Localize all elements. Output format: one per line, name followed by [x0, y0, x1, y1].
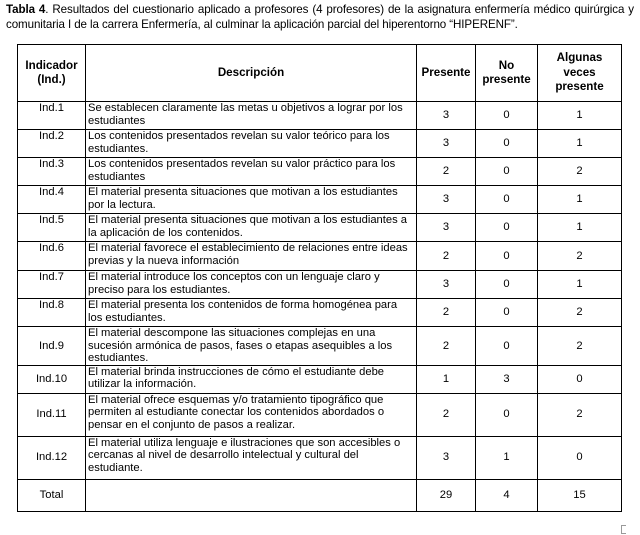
description-cell: El material presenta situaciones que motivan a los estudiantes por la lectura.	[86, 186, 417, 214]
total-presente: 29	[417, 479, 476, 511]
indicator-cell: Ind.7	[18, 271, 86, 299]
table-row	[18, 436, 622, 479]
table-row	[18, 299, 622, 327]
indicator-cell: Ind.8	[18, 299, 86, 327]
header-algunas-veces-presente: Algunas veces presente	[538, 45, 622, 102]
no-presente-cell: 0	[476, 102, 538, 130]
no-presente-cell: 0	[476, 130, 538, 158]
no-presente-cell: 0	[476, 393, 538, 436]
header-indicador: Indicador (Ind.)	[18, 45, 86, 102]
presente-cell: 2	[417, 242, 476, 271]
description-cell: El material utiliza lenguaje e ilustraciones que son accesibles o cercanas al nivel de desarrollo intelectual y cultural del estudiante.	[86, 436, 417, 479]
presente-cell: 1	[417, 365, 476, 393]
no-presente-cell: 0	[476, 327, 538, 366]
caption-label: Tabla 4	[6, 3, 46, 16]
total-row	[18, 479, 622, 511]
no-presente-cell: 0	[476, 242, 538, 271]
indicator-cell: Ind.4	[18, 186, 86, 214]
algunas-veces-cell: 2	[538, 158, 622, 186]
algunas-veces-cell: 2	[538, 299, 622, 327]
presente-cell: 2	[417, 393, 476, 436]
indicator-cell: Ind.11	[18, 393, 86, 436]
table-row	[18, 186, 622, 214]
indicator-cell: Ind.12	[18, 436, 86, 479]
indicator-cell: Ind.9	[18, 327, 86, 366]
table-row	[18, 393, 622, 436]
total-label: Total	[18, 479, 86, 511]
indicator-cell: Ind.5	[18, 214, 86, 242]
algunas-veces-cell: 0	[538, 436, 622, 479]
description-cell: El material presenta los contenidos de forma homogénea para los estudiantes.	[86, 299, 417, 327]
description-cell: El material ofrece esquemas y/o tratamiento tipográfico que permiten al estudiante conectar los contenidos abordados o pensar en el conjunto de pasos a realizar.	[86, 393, 417, 436]
presente-cell: 3	[417, 436, 476, 479]
algunas-veces-cell: 1	[538, 214, 622, 242]
header-row	[18, 45, 622, 102]
indicator-cell: Ind.3	[18, 158, 86, 186]
table-row	[18, 242, 622, 271]
header-no-presente: No presente	[476, 45, 538, 102]
algunas-veces-cell: 2	[538, 242, 622, 271]
table-row	[18, 130, 622, 158]
description-cell: El material descompone las situaciones complejas en una sucesión armónica de pasos, fases o etapas asequibles a los estudiantes.	[86, 327, 417, 366]
indicator-cell: Ind.10	[18, 365, 86, 393]
page-corner-mark	[621, 525, 626, 534]
no-presente-cell: 0	[476, 158, 538, 186]
no-presente-cell: 0	[476, 299, 538, 327]
presente-cell: 2	[417, 158, 476, 186]
algunas-veces-cell: 1	[538, 130, 622, 158]
table-row	[18, 327, 622, 366]
algunas-veces-cell: 1	[538, 271, 622, 299]
indicator-cell: Ind.2	[18, 130, 86, 158]
table-row	[18, 158, 622, 186]
total-no-presente: 4	[476, 479, 538, 511]
table-row	[18, 365, 622, 393]
presente-cell: 2	[417, 327, 476, 366]
table-row	[18, 271, 622, 299]
no-presente-cell: 0	[476, 214, 538, 242]
presente-cell: 2	[417, 299, 476, 327]
presente-cell: 3	[417, 130, 476, 158]
total-algunas-veces: 15	[538, 479, 622, 511]
algunas-veces-cell: 0	[538, 365, 622, 393]
caption-text: . Resultados del cuestionario aplicado a profesores (4 profesores) de la asignatura enfermería médico quirúrgica y comunitaria I de la carrera Enfermería, al culminar la aplicación parcial del hiperentorno “HIPERENF”.	[6, 3, 635, 31]
table-row	[18, 214, 622, 242]
description-cell: El material favorece el establecimiento de relaciones entre ideas previas y la nueva información	[86, 242, 417, 271]
indicator-cell: Ind.6	[18, 242, 86, 271]
description-cell: Se establecen claramente las metas u objetivos a lograr por los estudiantes	[86, 102, 417, 130]
presente-cell: 3	[417, 102, 476, 130]
algunas-veces-cell: 2	[538, 327, 622, 366]
description-cell: El material introduce los conceptos con un lenguaje claro y preciso para los estudiantes.	[86, 271, 417, 299]
presente-cell: 3	[417, 186, 476, 214]
description-cell: Los contenidos presentados revelan su valor teórico para los estudiantes.	[86, 130, 417, 158]
header-presente: Presente	[417, 45, 476, 102]
header-descripcion: Descripción	[86, 45, 417, 102]
algunas-veces-cell: 1	[538, 186, 622, 214]
table-row	[18, 102, 622, 130]
no-presente-cell: 3	[476, 365, 538, 393]
algunas-veces-cell: 2	[538, 393, 622, 436]
description-cell: Los contenidos presentados revelan su valor práctico para los estudiantes	[86, 158, 417, 186]
total-description	[86, 479, 417, 511]
description-cell: El material presenta situaciones que motivan a los estudiantes a la aplicación de los contenidos.	[86, 214, 417, 242]
description-cell: El material brinda instrucciones de cómo el estudiante debe utilizar la información.	[86, 365, 417, 393]
table-caption	[6, 2, 634, 32]
presente-cell: 3	[417, 271, 476, 299]
no-presente-cell: 0	[476, 271, 538, 299]
results-table	[17, 44, 622, 512]
presente-cell: 3	[417, 214, 476, 242]
algunas-veces-cell: 1	[538, 102, 622, 130]
indicator-cell: Ind.1	[18, 102, 86, 130]
no-presente-cell: 0	[476, 186, 538, 214]
no-presente-cell: 1	[476, 436, 538, 479]
